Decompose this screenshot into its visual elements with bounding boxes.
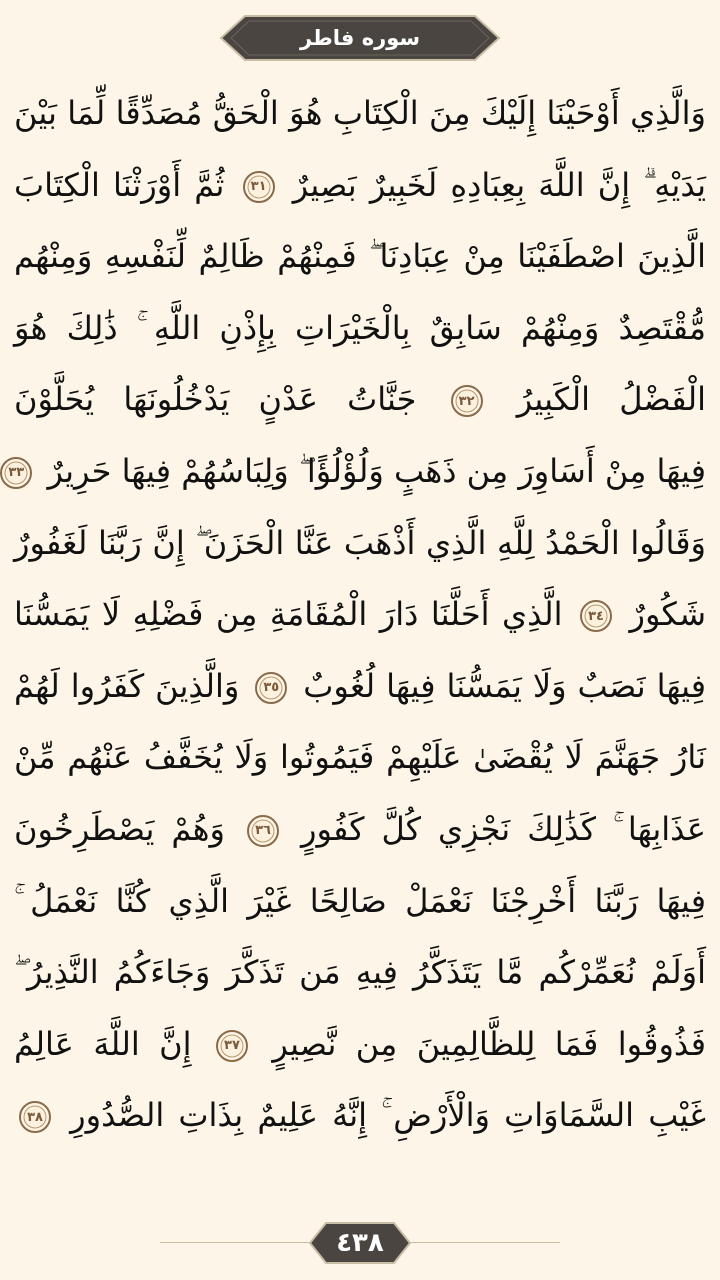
verse-text: وَالَّذِينَ كَفَرُوا لَهُمْ xyxy=(14,666,240,705)
ayah-number-marker xyxy=(579,599,613,633)
verse-text: فِيهَا نَصَبٌ وَلَا يَمَسُّنَا فِيهَا لُغُوبٌ xyxy=(303,666,707,705)
ayah-number: ٣٨ xyxy=(27,1109,43,1125)
verse-text: إِنَّ اللَّهَ عَالِمُ xyxy=(14,1024,192,1063)
verse-line xyxy=(14,722,706,794)
verse-text: الْفَضْلُ الْكَبِيرُ xyxy=(516,380,707,419)
verse-text: جَنَّاتُ عَدْنٍ يَدْخُلُونَهَا يُحَلَّوْنَ xyxy=(14,380,417,419)
ayah-number: ٣٢ xyxy=(458,393,475,409)
ayah-number-marker xyxy=(450,384,484,418)
verse-line xyxy=(14,937,706,1009)
ayah-number-marker xyxy=(254,671,288,705)
verse-text: الَّذِي أَحَلَّنَا دَارَ الْمُقَامَةِ مِن فَضْلِهِ لَا يَمَسُّنَا xyxy=(14,595,563,634)
ayah-number: ٣٤ xyxy=(588,608,604,624)
verse-text: الَّذِينَ اصْطَفَيْنَا مِنْ عِبَادِنَا ۖ فَمِنْهُمْ ظَالِمٌ لِّنَفْسِهِ وَمِنْهُم xyxy=(14,237,706,276)
verse-line xyxy=(8,436,706,508)
ayah-number: ٣٥ xyxy=(263,680,280,696)
verse-line xyxy=(14,293,706,365)
verse-line xyxy=(14,508,706,580)
surah-header xyxy=(219,14,501,62)
verse-text: يَدَيْهِ ۗ إِنَّ اللَّهَ بِعِبَادِهِ لَخَبِيرٌ بَصِيرٌ xyxy=(292,165,707,204)
verse-block xyxy=(8,78,707,1152)
ayah-number: ٣٦ xyxy=(255,823,271,839)
ayah-number: ٣١ xyxy=(250,179,267,195)
page-number-badge xyxy=(308,1221,412,1265)
ayah-number-marker xyxy=(246,814,280,848)
footer-divider-right xyxy=(410,1242,560,1243)
verse-text: أَوَلَمْ نُعَمِّرْكُم مَّا يَتَذَكَّرُ فِيهِ مَن تَذَكَّرَ وَجَاءَكُمُ النَّذِيرُ ۖ xyxy=(14,953,706,992)
verse-line xyxy=(14,1080,706,1152)
ayah-number-marker xyxy=(18,1100,52,1134)
verse-text: غَيْبِ السَّمَاوَاتِ وَالْأَرْضِ ۚ إِنَّهُ عَلِيمٌ بِذَاتِ الصُّدُورِ xyxy=(70,1096,707,1135)
ayah-number-marker xyxy=(215,1029,249,1063)
verse-line xyxy=(14,794,706,866)
footer-divider-left xyxy=(160,1242,310,1243)
verse-text: عَذَابِهَا ۚ كَذَٰلِكَ نَجْزِي كُلَّ كَفُورٍ xyxy=(301,809,707,848)
verse-line xyxy=(14,1009,706,1081)
verse-line xyxy=(14,651,706,723)
page-number: ٤٣٨ xyxy=(336,1228,384,1258)
verse-text: شَكُورٌ xyxy=(629,595,706,634)
ayah-number: ٣٣ xyxy=(8,465,25,481)
verse-line xyxy=(14,866,706,938)
verse-text: فِيهَا رَبَّنَا أَخْرِجْنَا نَعْمَلْ صَالِحًا غَيْرَ الَّذِي كُنَّا نَعْمَلُ ۚ xyxy=(14,881,706,920)
verse-text: نَارُ جَهَنَّمَ لَا يُقْضَىٰ عَلَيْهِمْ فَيَمُوتُوا وَلَا يُخَفَّفُ عَنْهُم مِّنْ xyxy=(14,738,706,777)
verse-text: وَهُمْ يَصْطَرِخُونَ xyxy=(14,809,226,848)
verse-text: وَالَّذِي أَوْحَيْنَا إِلَيْكَ مِنَ الْكِتَابِ هُوَ الْحَقُّ مُصَدِّقًا لِّمَا بَيْنَ xyxy=(14,94,706,132)
verse-text: فِيهَا مِنْ أَسَاوِرَ مِن ذَهَبٍ وَلُؤْلُؤًا ۖ وَلِبَاسُهُمْ فِيهَا حَرِيرٌ xyxy=(47,451,706,490)
ayah-number-marker xyxy=(0,456,33,490)
verse-line xyxy=(14,78,706,150)
verse-text: ثُمَّ أَوْرَثْنَا الْكِتَابَ xyxy=(14,165,225,204)
page-footer xyxy=(0,1218,720,1268)
verse-line xyxy=(14,221,706,293)
verse-text: وَقَالُوا الْحَمْدُ لِلَّهِ الَّذِي أَذْهَبَ عَنَّا الْحَزَنَ ۖ إِنَّ رَبَّنَا لَغَفُورٌ xyxy=(14,523,706,562)
verse-line xyxy=(14,364,706,436)
ayah-number-marker xyxy=(242,170,276,204)
verse-line xyxy=(14,579,706,651)
verse-text: فَذُوقُوا فَمَا لِلظَّالِمِينَ مِن نَّصِيرٍ xyxy=(272,1024,707,1063)
surah-title: سوره فاطر xyxy=(299,26,421,50)
ayah-number: ٣٧ xyxy=(224,1038,240,1054)
verse-text: مُّقْتَصِدٌ وَمِنْهُمْ سَابِقٌ بِالْخَيْرَاتِ بِإِذْنِ اللَّهِ ۚ ذَٰلِكَ هُوَ xyxy=(14,308,706,347)
verse-line xyxy=(14,150,706,222)
